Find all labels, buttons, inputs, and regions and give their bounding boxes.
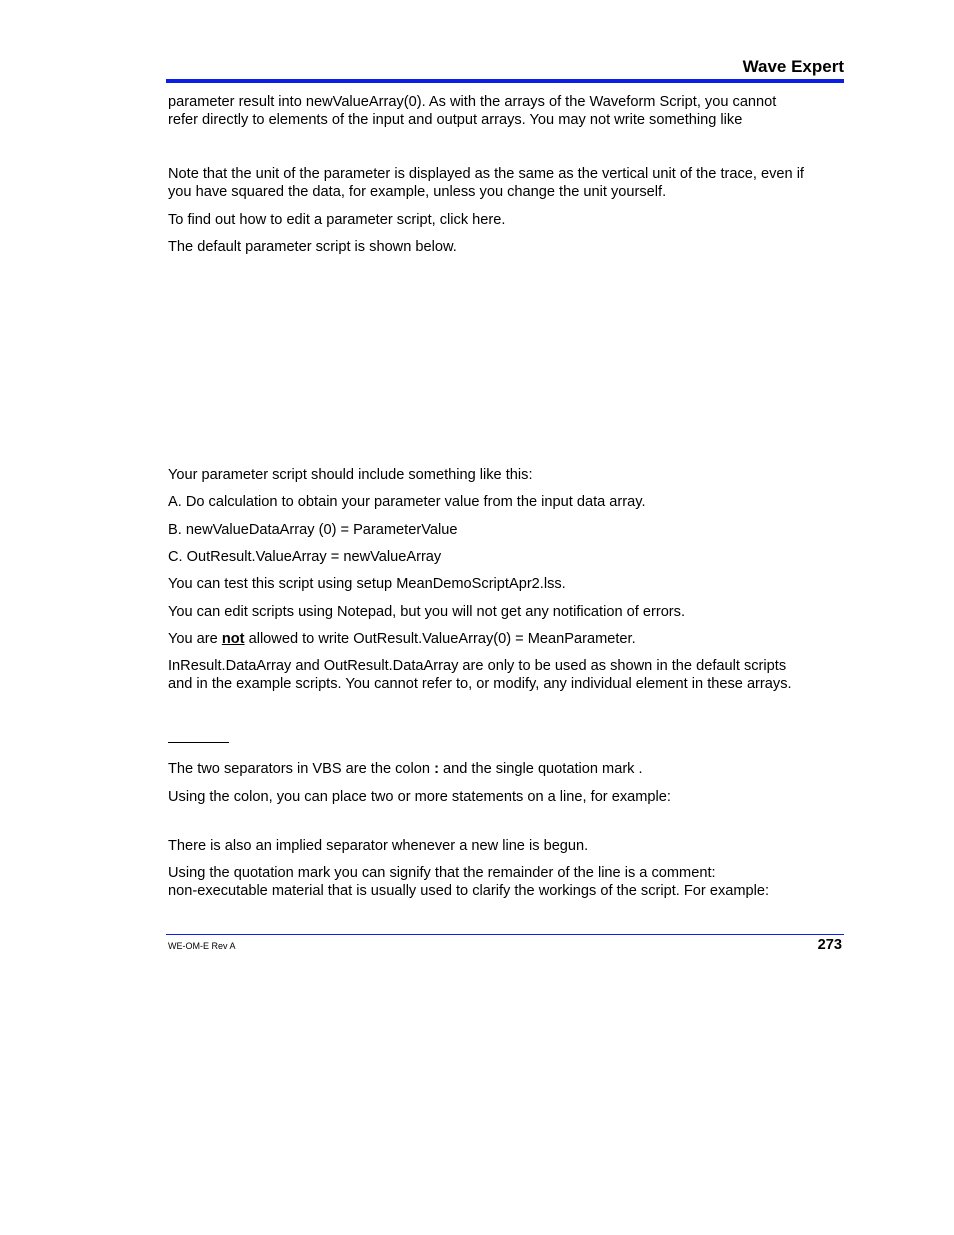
paragraph-notepad: You can edit scripts using Notepad, but you will not get any notification of errors. xyxy=(168,604,686,620)
text-segment: allowed to write OutResult.ValueArray(0) = MeanParameter. xyxy=(244,631,636,647)
paragraph-default-script: The default parameter script is shown below. xyxy=(168,239,457,255)
text-line: you have squared the data, for example, unless you change the unit yourself. xyxy=(168,184,667,200)
text-segment: You are xyxy=(168,631,222,647)
section-rule xyxy=(168,742,229,743)
paragraph-dataarray xyxy=(168,657,848,693)
page-header-title: Wave Expert xyxy=(742,57,844,76)
paragraph-not-allowed xyxy=(168,630,848,648)
footer-rule xyxy=(166,934,844,935)
paragraph-colon-usage: Using the colon, you can place two or more statements on a line, for example: xyxy=(168,789,671,805)
step-c: C. OutResult.ValueArray = newValueArray xyxy=(168,549,442,565)
text-segment: and the single quotation mark . xyxy=(438,761,643,777)
paragraph-array-result xyxy=(168,93,848,129)
text-segment: The two separators in VBS are the colon xyxy=(168,761,435,777)
colon-symbol: : xyxy=(434,761,439,777)
paragraph-test-setup: You can test this script using setup MeanDemoScriptApr2.lss. xyxy=(168,576,566,592)
text-line: non-executable material that is usually used to clarify the workings of the script. For example: xyxy=(168,883,770,899)
step-a: A. Do calculation to obtain your parameter value from the input data array. xyxy=(168,494,646,510)
text-line: and in the example scripts. You cannot refer to, or modify, any individual element in these arrays. xyxy=(168,676,792,692)
footer-page-number: 273 xyxy=(817,937,842,953)
paragraph-comment-usage xyxy=(168,864,848,900)
text-line: refer directly to elements of the input and output arrays. You may not write something like xyxy=(168,112,743,128)
text-line: Note that the unit of the parameter is displayed as the same as the vertical unit of the trace, even if xyxy=(168,166,804,182)
paragraph-edit-link: To find out how to edit a parameter script, click here. xyxy=(168,212,506,228)
paragraph-implied-separator: There is also an implied separator whenever a new line is begun. xyxy=(168,838,589,854)
text-line: InResult.DataArray and OutResult.DataArray are only to be used as shown in the default scripts xyxy=(168,658,787,674)
footer-doc-id: WE-OM-E Rev A xyxy=(168,941,236,951)
step-b: B. newValueDataArray (0) = ParameterValue xyxy=(168,522,458,538)
text-line: Using the quotation mark you can signify that the remainder of the line is a comment: xyxy=(168,865,716,881)
emphasis-not: not xyxy=(221,631,245,647)
header-rule xyxy=(166,79,844,83)
paragraph-separators xyxy=(168,760,848,778)
paragraph-script-include: Your parameter script should include something like this: xyxy=(168,467,533,483)
paragraph-unit-note xyxy=(168,165,848,201)
text-line: parameter result into newValueArray(0). As with the arrays of the Waveform Script, you cannot xyxy=(168,94,777,110)
